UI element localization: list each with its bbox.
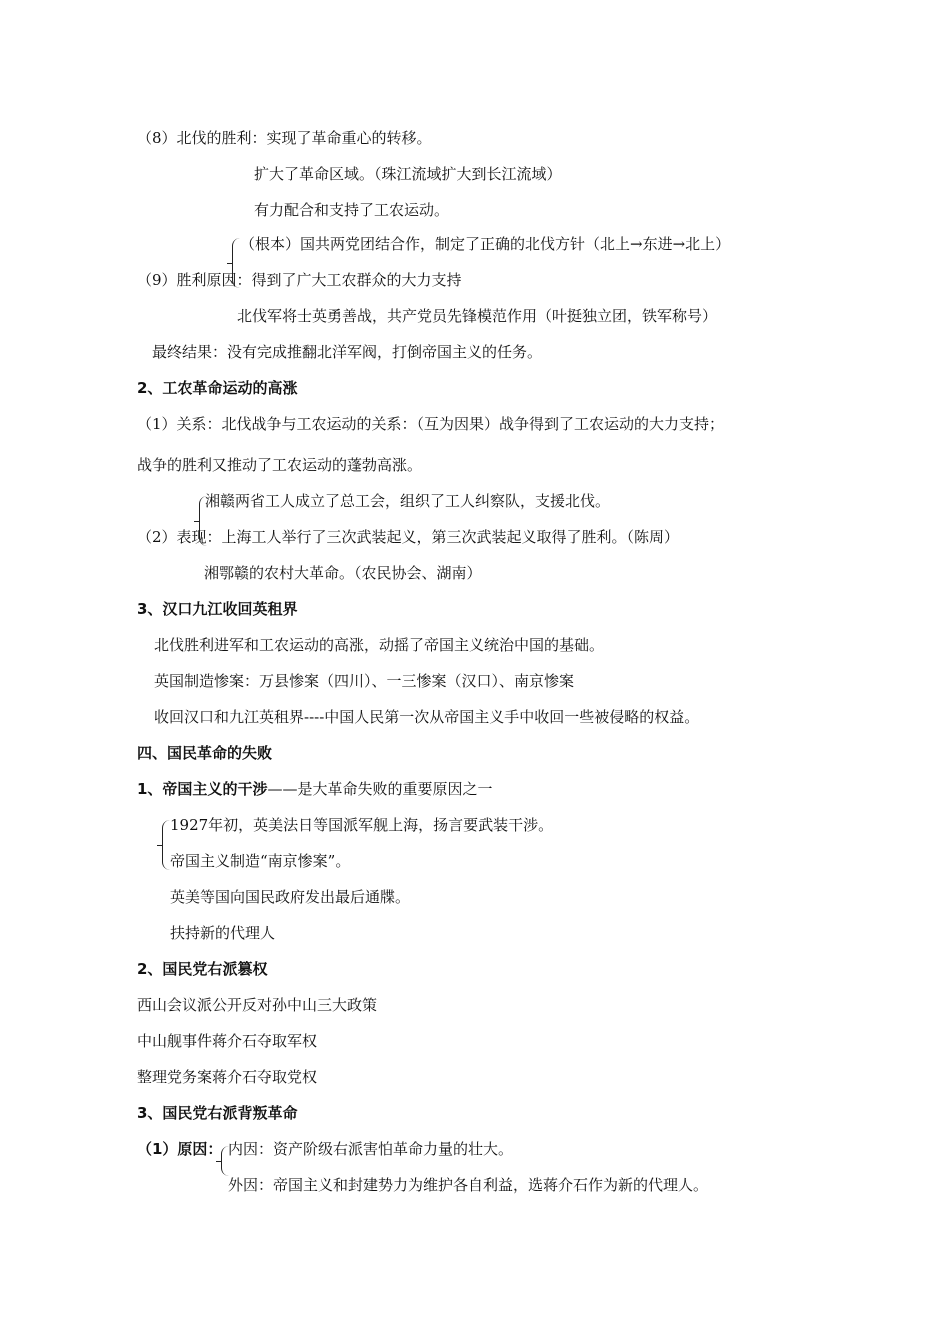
text-line: 英国制造惨案：万县惨案（四川）、一三惨案（汉口）、南京惨案 [154,672,575,690]
text-line: 北伐军将士英勇善战，共产党员先锋模范作用（叶挺独立团，铁军称号） [237,307,718,325]
section-heading: 2、国民党右派篡权 [137,960,268,978]
heading-note: ——是大革命失败的重要原因之一 [267,780,493,798]
heading-label: 1、帝国主义的干涉 [137,780,268,798]
text-line: 英美等国向国民政府发出最后通牒。 [170,888,411,906]
text-line: 帝国主义制造“南京惨案”。 [170,852,351,870]
text-line: 收回汉口和九江英租界----中国人民第一次从帝国主义手中收回一些被侵略的权益。 [154,708,700,726]
section-heading: 2、工农革命运动的高涨 [137,379,298,397]
text-line: 湘鄂赣的农村大革命。（农民协会、湖南） [204,564,482,582]
text-line: 扩大了革命区域。（珠江流域扩大到长江流域） [254,165,562,183]
section-heading: 3、国民党右派背叛革命 [137,1104,298,1122]
text-line: 最终结果：没有完成推翻北洋军阀，打倒帝国主义的任务。 [152,343,543,361]
text-line: 扶持新的代理人 [170,924,276,942]
text-line: 1927年初，英美法日等国派军舰上海，扬言要武装干涉。 [170,816,554,834]
text-line: 外因：帝国主义和封建势力为维护各自利益，选蒋介石作为新的代理人。 [228,1176,709,1194]
text-line: 中山舰事件蒋介石夺取军权 [137,1032,318,1050]
text-line: 内因：资产阶级右派害怕革命力量的壮大。 [228,1140,514,1158]
text-line: 整理党务案蒋介石夺取党权 [137,1068,318,1086]
text-line: （根本）国共两党团结合作，制定了正确的北伐方针（北上→东进→北上） [240,235,731,253]
text-line: （9）胜利原因：得到了广大工农群众的大力支持 [137,271,462,289]
section-heading: 3、汉口九江收回英租界 [137,600,298,618]
section-heading: 四、国民革命的失败 [137,744,273,762]
section-heading [137,779,492,799]
text-line: 湘赣两省工人成立了总工会，组织了工人纠察队，支援北伐。 [205,492,611,510]
text-line: 北伐胜利进军和工农运动的高涨，动摇了帝国主义统治中国的基础。 [154,636,605,654]
text-line: （1）关系：北伐战争与工农运动的关系：（互为因果）战争得到了工农运动的大力支持； [137,415,725,433]
sub-heading: （1）原因： [137,1140,223,1158]
text-line: （8）北伐的胜利：实现了革命重心的转移。 [137,129,432,147]
text-line: （2）表现：上海工人举行了三次武装起义，第三次武装起义取得了胜利。（陈周） [137,528,680,546]
text-line: 有力配合和支持了工农运动。 [254,201,450,219]
text-line: 西山会议派公开反对孙中山三大政策 [137,996,378,1014]
text-line: 战争的胜利又推动了工农运动的蓬勃高涨。 [137,456,423,474]
